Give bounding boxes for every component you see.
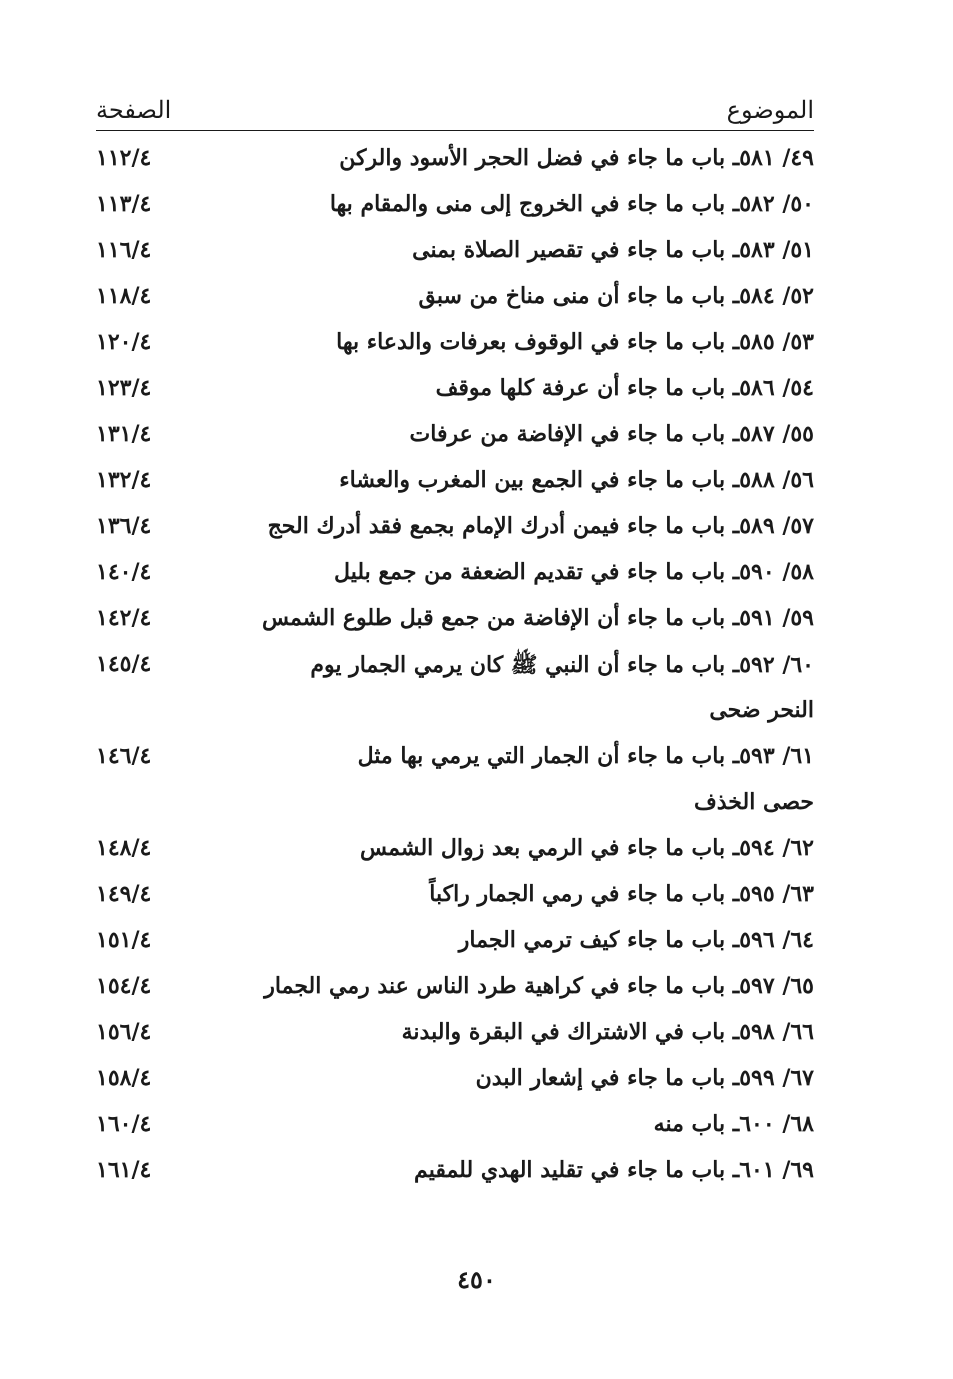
entry-page-ref: ١١٢/٤ — [96, 145, 152, 171]
toc-entry-62 — [96, 828, 814, 874]
toc-entry-60-continuation — [96, 690, 814, 736]
entry-page-ref: ١٤٦/٤ — [96, 743, 152, 769]
toc-entry-66 — [96, 1012, 814, 1058]
toc-entry-61-continuation — [96, 782, 814, 828]
table-of-contents — [96, 138, 814, 1196]
toc-entry-55 — [96, 414, 814, 460]
toc-entry-63 — [96, 874, 814, 920]
entry-page-ref: ١١٦/٤ — [96, 237, 152, 263]
entry-page-ref: ١١٣/٤ — [96, 191, 152, 217]
entry-title: ٥٥/ ٥٨٧ـ باب ما جاء في الإفاضة من عرفات — [409, 421, 814, 447]
toc-entry-51 — [96, 230, 814, 276]
toc-entry-65 — [96, 966, 814, 1012]
entry-title: ٥٤/ ٥٨٦ـ باب ما جاء أن عرفة كلها موقف — [435, 375, 814, 401]
entry-title: ٥٩/ ٥٩١ـ باب ما جاء أن الإفاضة من جمع قبل طلوع الشمس — [262, 605, 814, 631]
page-column-heading: الصفحة — [96, 96, 172, 124]
toc-entry-50 — [96, 184, 814, 230]
entry-page-ref: ١٤٥/٤ — [96, 651, 152, 677]
entry-title: ٥٢/ ٥٨٤ـ باب ما جاء أن منى مناخ من سبق — [418, 283, 814, 309]
entry-page-ref: ١٣١/٤ — [96, 421, 152, 447]
entry-title: ٤٩/ ٥٨١ـ باب ما جاء في فضل الحجر الأسود والركن — [339, 145, 814, 171]
entry-page-ref: ١٣٢/٤ — [96, 467, 152, 493]
toc-entry-58 — [96, 552, 814, 598]
toc-entry-53 — [96, 322, 814, 368]
toc-entry-68 — [96, 1104, 814, 1150]
entry-page-ref: ١٥١/٤ — [96, 927, 152, 953]
entry-title: ٦٤/ ٥٩٦ـ باب ما جاء كيف ترمي الجمار — [458, 927, 814, 953]
toc-entry-54 — [96, 368, 814, 414]
entry-page-ref: ١٤٨/٤ — [96, 835, 152, 861]
toc-entry-56 — [96, 460, 814, 506]
entry-title: ٥٠/ ٥٨٢ـ باب ما جاء في الخروج إلى منى والمقام بها — [329, 191, 814, 217]
entry-title: ٥٨/ ٥٩٠ـ باب ما جاء في تقديم الضعفة من جمع بليل — [334, 559, 814, 585]
entry-page-ref: ١٤٩/٤ — [96, 881, 152, 907]
toc-entry-69 — [96, 1150, 814, 1196]
entry-page-ref: ١٢٠/٤ — [96, 329, 152, 355]
entry-title: ٥١/ ٥٨٣ـ باب ما جاء في تقصير الصلاة بمنى — [412, 237, 814, 263]
entry-title: ٥٦/ ٥٨٨ـ باب ما جاء في الجمع بين المغرب والعشاء — [339, 467, 814, 493]
toc-entry-60 — [96, 644, 814, 690]
entry-title: ٦٨/ ٦٠٠ـ باب منه — [653, 1111, 814, 1137]
toc-entry-57 — [96, 506, 814, 552]
entry-title: ٦٣/ ٥٩٥ـ باب ما جاء في رمي الجمار راكباً — [429, 881, 814, 907]
toc-entry-49 — [96, 138, 814, 184]
toc-entry-52 — [96, 276, 814, 322]
entry-title: ٥٣/ ٥٨٥ـ باب ما جاء في الوقوف بعرفات والدعاء بها — [336, 329, 814, 355]
toc-entry-59 — [96, 598, 814, 644]
entry-page-ref: ١٤٢/٤ — [96, 605, 152, 631]
toc-entry-61 — [96, 736, 814, 782]
entry-page-ref: ١٥٤/٤ — [96, 973, 152, 999]
entry-page-ref: ١٦١/٤ — [96, 1157, 152, 1183]
entry-page-ref: ١٣٦/٤ — [96, 513, 152, 539]
entry-title: ٦١/ ٥٩٣ـ باب ما جاء أن الجمار التي يرمي بها مثل — [357, 743, 814, 769]
entry-title: ٦٢/ ٥٩٤ـ باب ما جاء في الرمي بعد زوال الشمس — [360, 835, 814, 861]
entry-title: ٦٧/ ٥٩٩ـ باب ما جاء في إشعار البدن — [475, 1065, 814, 1091]
entry-page-ref: ١٢٣/٤ — [96, 375, 152, 401]
toc-header — [96, 92, 814, 131]
entry-title-continuation: النحر ضحى — [709, 697, 814, 723]
topic-column-heading: الموضوع — [726, 96, 814, 124]
entry-title: ٦٥/ ٥٩٧ـ باب ما جاء في كراهية طرد الناس عند رمي الجمار — [264, 973, 814, 999]
entry-title: ٦٠/ ٥٩٢ـ باب ما جاء أن النبي ﷺ كان يرمي الجمار يوم — [310, 652, 814, 678]
entry-title-continuation: حصى الخذف — [693, 789, 814, 815]
toc-entry-67 — [96, 1058, 814, 1104]
entry-page-ref: ١٥٦/٤ — [96, 1019, 152, 1045]
entry-page-ref: ١٥٨/٤ — [96, 1065, 152, 1091]
entry-title: ٦٩/ ٦٠١ـ باب ما جاء في تقليد الهدي للمقيم — [414, 1157, 814, 1183]
page-number: ٤٥٠ — [457, 1265, 496, 1294]
toc-entry-64 — [96, 920, 814, 966]
entry-page-ref: ١١٨/٤ — [96, 283, 152, 309]
entry-page-ref: ١٤٠/٤ — [96, 559, 152, 585]
entry-title: ٦٦/ ٥٩٨ـ باب في الاشتراك في البقرة والبدنة — [401, 1019, 814, 1045]
entry-page-ref: ١٦٠/٤ — [96, 1111, 152, 1137]
entry-title: ٥٧/ ٥٨٩ـ باب ما جاء فيمن أدرك الإمام بجمع فقد أدرك الحج — [267, 513, 814, 539]
